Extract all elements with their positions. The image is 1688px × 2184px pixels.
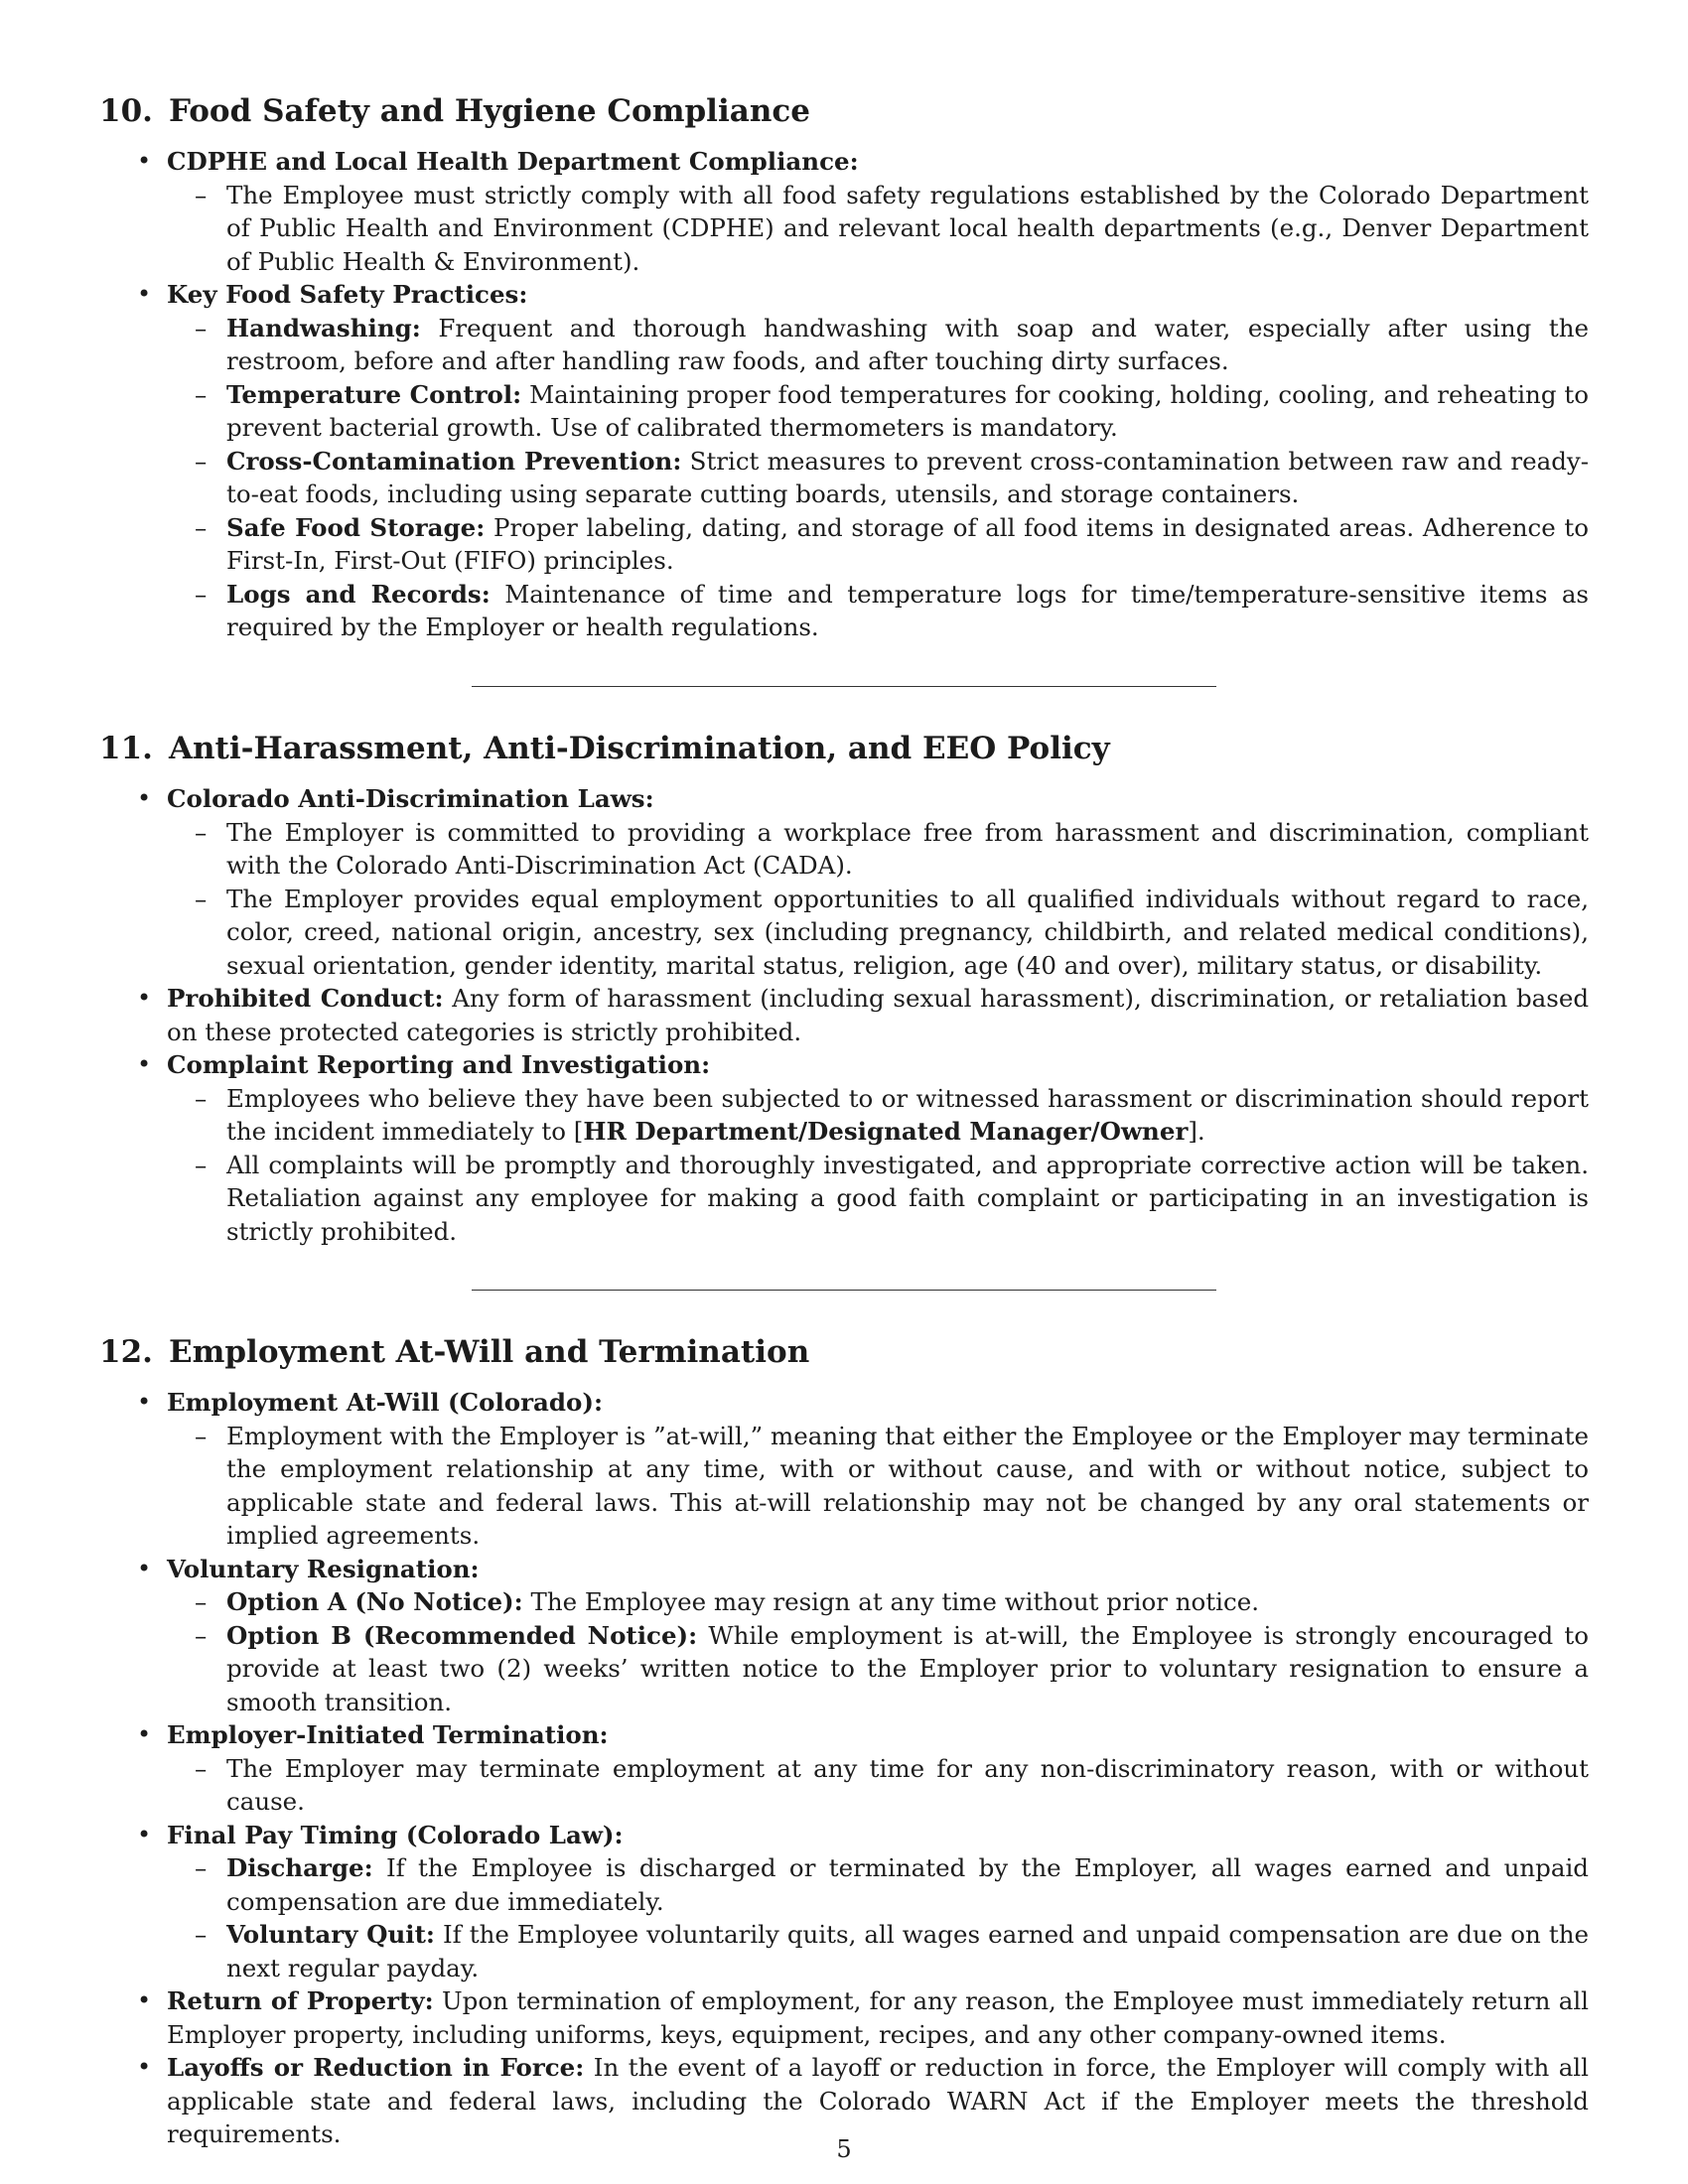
sub-list: [167, 1851, 1589, 1984]
sub-item: – Employees who believe they have been subjected to or witnessed harassment or discrimination should report the incident immediately to [HR Department/Designated Manager/Owner].: [167, 1082, 1589, 1149]
bullet-item: • Return of Property: Upon termination of employment, for any reason, the Employee must immediately return all Employer property, including uniforms, keys, equipment, recipes, and any other company-owned items.: [99, 1984, 1589, 2051]
section-divider: [472, 686, 1216, 687]
sub-item: – Discharge: If the Employee is discharged or terminated by the Employer, all wages earned and unpaid compensation are due immediately.: [167, 1851, 1589, 1918]
sub-item: – The Employer provides equal employment opportunities to all qualified individuals without regard to race, color, creed, national origin, ancestry, sex (including pregnancy, childbirth, and related medical conditions), sexual orientation, gender identity, marital status, religion, age (40 and over), military status, or disability.: [167, 883, 1589, 983]
section-12: [99, 1332, 1589, 2151]
bullet-item: • Voluntary Resignation: – Option A (No Notice): The Employee may resign at any time without prior notice. – Option B (Recommended Notice): While employment is at-will, the Employee is strongly encouraged to provide at least two (2) weeks’ written notice to the Employer prior to voluntary resignation to ensure a smooth transition.: [99, 1553, 1589, 1719]
sub-list: [167, 1752, 1589, 1819]
sub-item: – The Employee must strictly comply with all food safety regulations established by the Colorado Department of Public Health and Environment (CDPHE) and relevant local health departments (e.g., Denver Department of Public Health & Environment).: [167, 179, 1589, 279]
bullet-item: • CDPHE and Local Health Department Compliance: – The Employee must strictly comply with all food safety regulations established by the Colorado Department of Public Health and Environment (CDPHE) and relevant local health departments (e.g., Denver Department of Public Health & Environment).: [99, 145, 1589, 278]
sub-item: – Handwashing: Frequent and thorough handwashing with soap and water, especially after using the restroom, before and after handling raw foods, and after touching dirty surfaces.: [167, 312, 1589, 378]
sub-list: [167, 179, 1589, 279]
bullet-item: • Final Pay Timing (Colorado Law): – Discharge: If the Employee is discharged or terminated by the Employer, all wages earned and unpaid compensation are due immediately. – Voluntary Quit: If the Employee voluntarily quits, all wages earned and unpaid compensation are due on the next regular payday.: [99, 1819, 1589, 1985]
sub-item: – All complaints will be promptly and thoroughly investigated, and appropriate corrective action will be taken. Retaliation against any employee for making a good faith complaint or participating in an investigation is strictly prohibited.: [167, 1149, 1589, 1249]
sub-list: [167, 816, 1589, 983]
sub-item: – The Employer may terminate employment at any time for any non-discriminatory reason, with or without cause.: [167, 1752, 1589, 1819]
bullet-item: • Prohibited Conduct: Any form of harassment (including sexual harassment), discrimination, or retaliation based on these protected categories is strictly prohibited.: [99, 982, 1589, 1048]
bullet-item: • Key Food Safety Practices: – Handwashing: Frequent and thorough handwashing with soap and water, especially after using the restroom, before and after handling raw foods, and after touching dirty surfaces. – Temperature Control: Maintaining proper food temperatures for cooking, holding, cooling, and reheating to prevent bacterial growth. Use of calibrated thermometers is mandatory. – Cross-Contamination Prevention: Strict measures to prevent cross-contamination between raw and ready-to-eat foods, including using separate cutting boards, utensils, and storage containers. – Safe Food Storage: Proper labeling, dating, and storage of all food items in designated areas. Adherence to First-In, First-Out (FIFO) principles. – Logs and Records: Maintenance of time and temperature logs for time/temperature-sensitive items as required by the Employer or health regulations.: [99, 278, 1589, 644]
sub-list: [167, 1082, 1589, 1249]
sub-item: – Option B (Recommended Notice): While employment is at-will, the Employee is strongly encouraged to provide at least two (2) weeks’ written notice to the Employer prior to voluntary resignation to ensure a smooth transition.: [167, 1619, 1589, 1719]
sub-item: – Employment with the Employer is ”at-will,” meaning that either the Employee or the Employer may terminate the employment relationship at any time, with or without cause, and with or without notice, subject to applicable state and federal laws. This at-will relationship may not be changed by any oral statements or implied agreements.: [167, 1420, 1589, 1553]
section-heading: 11. Anti-Harassment, Anti-Discrimination, and EEO Policy: [99, 730, 1110, 766]
bullet-item: • Layoffs or Reduction in Force: In the event of a layoff or reduction in force, the Employer will comply with all applicable state and federal laws, including the Colorado WARN Act if the Employer meets the threshold requirements.: [99, 2051, 1589, 2151]
bullet-item: • Employment At-Will (Colorado): – Employment with the Employer is ”at-will,” meaning that either the Employee or the Employer may terminate the employment relationship at any time, with or without cause, and with or without notice, subject to applicable state and federal laws. This at-will relationship may not be changed by any oral statements or implied agreements.: [99, 1386, 1589, 1553]
bullet-list: [99, 145, 1589, 644]
section-10: [99, 91, 1589, 644]
sub-list: [167, 1585, 1589, 1718]
sub-list: [167, 312, 1589, 644]
sub-list: [167, 1420, 1589, 1553]
sub-item: – Safe Food Storage: Proper labeling, dating, and storage of all food items in designated areas. Adherence to First-In, First-Out (FIFO) principles.: [167, 511, 1589, 578]
sub-item: – The Employer is committed to providing a workplace free from harassment and discrimination, compliant with the Colorado Anti-Discrimination Act (CADA).: [167, 816, 1589, 883]
document-page: [99, 91, 1589, 2151]
sub-item: – Cross-Contamination Prevention: Strict measures to prevent cross-contamination between raw and ready-to-eat foods, including using separate cutting boards, utensils, and storage containers.: [167, 445, 1589, 511]
sub-item: – Voluntary Quit: If the Employee voluntarily quits, all wages earned and unpaid compensation are due on the next regular payday.: [167, 1918, 1589, 1984]
sub-item: – Option A (No Notice): The Employee may resign at any time without prior notice.: [167, 1585, 1589, 1619]
bullet-item: • Employer-Initiated Termination: – The Employer may terminate employment at any time for any non-discriminatory reason, with or without cause.: [99, 1718, 1589, 1819]
bullet-item: • Complaint Reporting and Investigation: – Employees who believe they have been subjected to or witnessed harassment or discrimination should report the incident immediately to [HR Department/Designated Manager/Owner]. – All complaints will be promptly and thoroughly investigated, and appropriate corrective action will be taken. Retaliation against any employee for making a good faith complaint or participating in an investigation is strictly prohibited.: [99, 1048, 1589, 1248]
page-number: 5: [836, 2135, 852, 2163]
bullet-item: • Colorado Anti-Discrimination Laws: – The Employer is committed to providing a workplace free from harassment and discrimination, compliant with the Colorado Anti-Discrimination Act (CADA). – The Employer provides equal employment opportunities to all qualified individuals without regard to race, color, creed, national origin, ancestry, sex (including pregnancy, childbirth, and related medical conditions), sexual orientation, gender identity, marital status, religion, age (40 and over), military status, or disability.: [99, 782, 1589, 982]
sub-item: – Logs and Records: Maintenance of time and temperature logs for time/temperature-sensitive items as required by the Employer or health regulations.: [167, 578, 1589, 644]
bullet-list: [99, 1386, 1589, 2151]
sub-item: – Temperature Control: Maintaining proper food temperatures for cooking, holding, cooling, and reheating to prevent bacterial growth. Use of calibrated thermometers is mandatory.: [167, 378, 1589, 445]
section-heading: 12. Employment At-Will and Termination: [99, 1334, 810, 1371]
section-divider: [472, 1290, 1216, 1291]
section-heading: 10. Food Safety and Hygiene Compliance: [99, 93, 810, 129]
section-11: [99, 729, 1589, 1248]
bullet-list: [99, 782, 1589, 1248]
